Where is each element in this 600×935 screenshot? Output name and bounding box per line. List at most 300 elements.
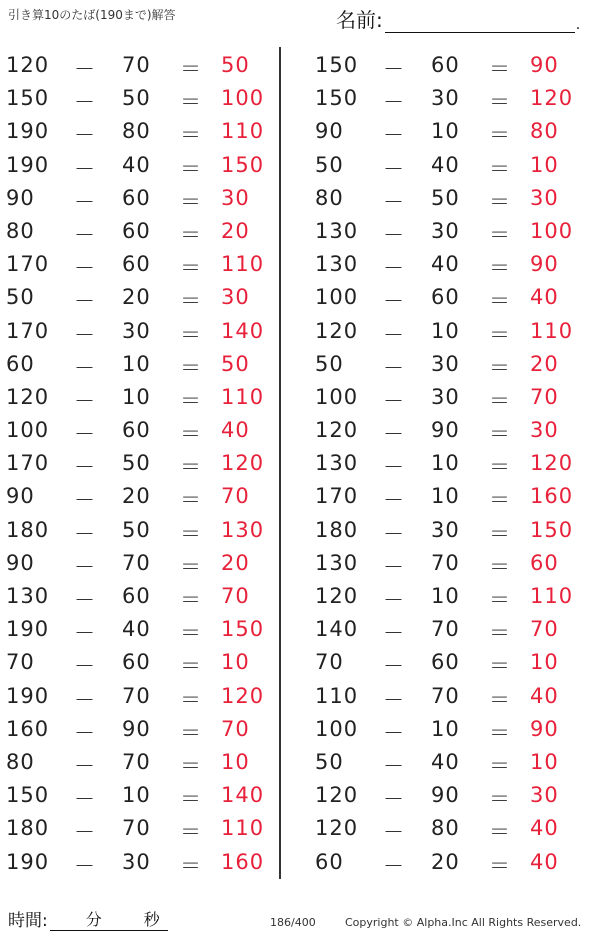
- minuend: 60: [315, 849, 344, 874]
- subtrahend: 70: [122, 749, 151, 774]
- minus-sign: －: [74, 289, 96, 314]
- problem-row: [0, 447, 280, 480]
- answer: 90: [530, 716, 559, 741]
- subtrahend: 10: [431, 584, 460, 608]
- minus-sign: －: [74, 422, 96, 447]
- seconds-unit: 秒: [143, 910, 160, 929]
- subtrahend: 30: [431, 351, 460, 376]
- subtrahend: 10: [431, 484, 460, 509]
- minuend: 100: [315, 285, 359, 310]
- minus-sign: －: [74, 388, 96, 413]
- problem-row: [309, 713, 589, 746]
- answer: 50: [221, 53, 250, 77]
- subtrahend: 60: [122, 185, 151, 210]
- name-blank-line: [385, 12, 575, 33]
- minus-sign: －: [383, 222, 405, 247]
- minus-sign: －: [74, 256, 96, 281]
- equals-sign: ＝: [489, 189, 511, 214]
- subtrahend: 70: [122, 683, 151, 708]
- minus-sign: －: [74, 123, 96, 148]
- equals-sign: ＝: [180, 621, 202, 646]
- subtrahend: 60: [431, 53, 460, 77]
- problem-row: [0, 779, 280, 812]
- minus-sign: －: [383, 289, 405, 314]
- problem-row: [309, 248, 589, 281]
- minus-sign: －: [383, 853, 405, 878]
- problem-row: [0, 514, 280, 547]
- page-number: 186/400: [270, 916, 316, 929]
- minus-sign: －: [74, 554, 96, 579]
- column-divider: [279, 47, 281, 879]
- minuend: 120: [6, 53, 50, 77]
- problem-row: [0, 281, 280, 314]
- problem-row: [0, 580, 280, 613]
- problem-row: [0, 182, 280, 215]
- minuend: 90: [6, 185, 35, 210]
- equals-sign: ＝: [489, 588, 511, 612]
- name-label: 名前:: [336, 8, 383, 32]
- problem-row: [309, 315, 589, 348]
- minuend: 50: [6, 285, 35, 310]
- problem-column-left: [0, 49, 280, 879]
- answer: 110: [221, 252, 265, 277]
- minuend: 150: [315, 53, 359, 77]
- answer: 160: [221, 849, 265, 874]
- problem-row: [309, 680, 589, 713]
- minuend: 90: [6, 550, 35, 575]
- name-end-mark: .: [575, 17, 581, 33]
- equals-sign: ＝: [489, 222, 511, 247]
- minuend: 180: [6, 517, 50, 542]
- minuend: 170: [6, 252, 50, 277]
- subtrahend: 10: [431, 451, 460, 476]
- minus-sign: －: [383, 720, 405, 745]
- equals-sign: ＝: [180, 720, 202, 745]
- name-field: [336, 4, 580, 33]
- equals-sign: ＝: [180, 322, 202, 347]
- equals-sign: ＝: [489, 123, 511, 148]
- subtrahend: 60: [122, 418, 151, 443]
- subtrahend: 80: [431, 816, 460, 841]
- subtrahend: 40: [122, 152, 151, 177]
- minus-sign: －: [383, 123, 405, 148]
- problem-row: [309, 514, 589, 547]
- problem-row: [309, 348, 589, 381]
- minuend: 170: [6, 318, 50, 343]
- minuend: 70: [6, 650, 35, 675]
- minuend: 130: [315, 550, 359, 575]
- equals-sign: ＝: [489, 388, 511, 413]
- minus-sign: －: [74, 57, 96, 81]
- minuend: 190: [6, 683, 50, 708]
- minus-sign: －: [383, 588, 405, 612]
- answer: 20: [221, 218, 250, 243]
- minus-sign: －: [383, 90, 405, 115]
- equals-sign: ＝: [489, 455, 511, 480]
- problem-row: [0, 115, 280, 148]
- subtrahend: 60: [122, 650, 151, 675]
- time-label: 時間:: [8, 911, 48, 931]
- problem-row: [309, 381, 589, 414]
- answer: 10: [221, 650, 250, 675]
- minuend: 170: [6, 451, 50, 476]
- equals-sign: ＝: [180, 422, 202, 447]
- subtrahend: 90: [122, 716, 151, 741]
- equals-sign: ＝: [489, 687, 511, 712]
- subtrahend: 40: [431, 749, 460, 774]
- subtrahend: 50: [122, 517, 151, 542]
- minus-sign: －: [383, 654, 405, 679]
- answer: 30: [221, 285, 250, 310]
- equals-sign: ＝: [180, 57, 202, 81]
- equals-sign: ＝: [180, 222, 202, 247]
- minuend: 130: [315, 218, 359, 243]
- answer: 30: [530, 783, 559, 808]
- subtrahend: 60: [122, 218, 151, 243]
- problem-row: [0, 49, 280, 82]
- problem-row: [309, 281, 589, 314]
- minutes-unit: 分: [85, 910, 102, 929]
- problem-row: [309, 580, 589, 613]
- equals-sign: ＝: [489, 355, 511, 380]
- minus-sign: －: [383, 156, 405, 181]
- equals-sign: ＝: [489, 90, 511, 115]
- equals-sign: ＝: [489, 289, 511, 314]
- answer: 70: [221, 584, 250, 608]
- problem-row: [309, 149, 589, 182]
- minuend: 100: [315, 716, 359, 741]
- equals-sign: ＝: [180, 388, 202, 413]
- minuend: 120: [315, 584, 359, 608]
- equals-sign: ＝: [489, 422, 511, 447]
- answer: 10: [530, 650, 559, 675]
- answer: 110: [221, 119, 265, 144]
- subtrahend: 50: [431, 185, 460, 210]
- subtrahend: 70: [431, 617, 460, 642]
- minuend: 160: [6, 716, 50, 741]
- subtrahend: 70: [122, 53, 151, 77]
- minuend: 150: [6, 86, 50, 111]
- minus-sign: －: [74, 588, 96, 612]
- answer: 40: [530, 285, 559, 310]
- minus-sign: －: [383, 388, 405, 413]
- equals-sign: ＝: [180, 787, 202, 812]
- minus-sign: －: [383, 554, 405, 579]
- answer: 100: [221, 86, 265, 111]
- minus-sign: －: [383, 621, 405, 646]
- minuend: 120: [315, 816, 359, 841]
- subtrahend: 60: [431, 285, 460, 310]
- worksheet-title: 引き算10のたば(190まで)解答: [8, 8, 176, 22]
- problem-row: [0, 680, 280, 713]
- problem-row: [0, 414, 280, 447]
- equals-sign: ＝: [489, 57, 511, 81]
- subtrahend: 90: [431, 418, 460, 443]
- minus-sign: －: [383, 521, 405, 546]
- problem-row: [309, 613, 589, 646]
- answer: 30: [530, 418, 559, 443]
- minuend: 70: [315, 650, 344, 675]
- minus-sign: －: [383, 753, 405, 778]
- answer: 110: [530, 584, 574, 608]
- problem-row: [309, 414, 589, 447]
- answer: 70: [221, 484, 250, 509]
- minus-sign: －: [74, 753, 96, 778]
- equals-sign: ＝: [180, 521, 202, 546]
- subtrahend: 40: [431, 252, 460, 277]
- problem-row: [309, 115, 589, 148]
- equals-sign: ＝: [489, 521, 511, 546]
- equals-sign: ＝: [180, 488, 202, 513]
- subtrahend: 10: [122, 351, 151, 376]
- subtrahend: 10: [122, 384, 151, 409]
- problem-column-right: [309, 49, 589, 879]
- minus-sign: －: [74, 787, 96, 812]
- minus-sign: －: [383, 322, 405, 347]
- minus-sign: －: [383, 189, 405, 214]
- minus-sign: －: [74, 488, 96, 513]
- answer: 140: [221, 783, 265, 808]
- problem-row: [0, 812, 280, 845]
- equals-sign: ＝: [180, 156, 202, 181]
- problem-row: [0, 547, 280, 580]
- minuend: 50: [315, 749, 344, 774]
- minus-sign: －: [383, 687, 405, 712]
- problem-row: [309, 480, 589, 513]
- minus-sign: －: [74, 654, 96, 679]
- minus-sign: －: [74, 455, 96, 480]
- minuend: 100: [315, 384, 359, 409]
- answer: 30: [530, 185, 559, 210]
- answer: 70: [221, 716, 250, 741]
- answer: 70: [530, 384, 559, 409]
- copyright-notice: Copyright © Alpha.Inc All Rights Reserved.: [345, 916, 582, 929]
- minus-sign: －: [383, 455, 405, 480]
- minuend: 50: [315, 152, 344, 177]
- problem-row: [309, 182, 589, 215]
- subtrahend: 30: [431, 86, 460, 111]
- answer: 80: [530, 119, 559, 144]
- subtrahend: 80: [122, 119, 151, 144]
- problem-row: [0, 82, 280, 115]
- answer: 120: [221, 683, 265, 708]
- answer: 150: [221, 152, 265, 177]
- minuend: 190: [6, 849, 50, 874]
- equals-sign: ＝: [489, 720, 511, 745]
- equals-sign: ＝: [180, 820, 202, 845]
- problem-row: [309, 49, 589, 82]
- minus-sign: －: [383, 256, 405, 281]
- minuend: 120: [6, 384, 50, 409]
- subtrahend: 70: [122, 550, 151, 575]
- answer: 120: [221, 451, 265, 476]
- subtrahend: 70: [431, 550, 460, 575]
- problem-row: [309, 447, 589, 480]
- equals-sign: ＝: [180, 123, 202, 148]
- time-field: [8, 906, 168, 931]
- equals-sign: ＝: [489, 753, 511, 778]
- minuend: 120: [315, 418, 359, 443]
- minuend: 180: [6, 816, 50, 841]
- answer: 30: [221, 185, 250, 210]
- answer: 120: [530, 451, 574, 476]
- answer: 140: [221, 318, 265, 343]
- minuend: 90: [315, 119, 344, 144]
- answer: 60: [530, 550, 559, 575]
- answer: 150: [221, 617, 265, 642]
- subtrahend: 10: [122, 783, 151, 808]
- answer: 70: [530, 617, 559, 642]
- minus-sign: －: [74, 156, 96, 181]
- equals-sign: ＝: [489, 322, 511, 347]
- problem-row: [309, 779, 589, 812]
- equals-sign: ＝: [489, 256, 511, 281]
- subtrahend: 20: [122, 484, 151, 509]
- minus-sign: －: [74, 687, 96, 712]
- equals-sign: ＝: [489, 621, 511, 646]
- minuend: 100: [6, 418, 50, 443]
- answer: 110: [221, 384, 265, 409]
- problem-row: [309, 846, 589, 879]
- equals-sign: ＝: [489, 787, 511, 812]
- subtrahend: 60: [431, 650, 460, 675]
- problem-row: [0, 846, 280, 879]
- minus-sign: －: [74, 322, 96, 347]
- minuend: 130: [315, 451, 359, 476]
- minuend: 190: [6, 119, 50, 144]
- answer: 10: [530, 749, 559, 774]
- minuend: 180: [315, 517, 359, 542]
- problem-row: [0, 348, 280, 381]
- answer: 120: [530, 86, 574, 111]
- subtrahend: 30: [431, 384, 460, 409]
- equals-sign: ＝: [180, 588, 202, 612]
- problem-row: [0, 315, 280, 348]
- problem-row: [309, 646, 589, 679]
- answer: 90: [530, 53, 559, 77]
- problem-row: [0, 613, 280, 646]
- problem-row: [309, 746, 589, 779]
- subtrahend: 70: [122, 816, 151, 841]
- minuend: 80: [315, 185, 344, 210]
- equals-sign: ＝: [489, 853, 511, 878]
- answer: 110: [221, 816, 265, 841]
- minuend: 150: [6, 783, 50, 808]
- equals-sign: ＝: [180, 90, 202, 115]
- minuend: 80: [6, 749, 35, 774]
- minus-sign: －: [74, 222, 96, 247]
- subtrahend: 90: [431, 783, 460, 808]
- subtrahend: 10: [431, 318, 460, 343]
- minuend: 190: [6, 152, 50, 177]
- equals-sign: ＝: [489, 156, 511, 181]
- minus-sign: －: [74, 853, 96, 878]
- minuend: 190: [6, 617, 50, 642]
- problem-row: [0, 381, 280, 414]
- equals-sign: ＝: [180, 753, 202, 778]
- time-blank-line: [50, 912, 168, 931]
- equals-sign: ＝: [180, 355, 202, 380]
- answer: 40: [530, 683, 559, 708]
- answer: 100: [530, 218, 574, 243]
- subtrahend: 40: [431, 152, 460, 177]
- equals-sign: ＝: [180, 554, 202, 579]
- equals-sign: ＝: [180, 256, 202, 281]
- minus-sign: －: [383, 57, 405, 81]
- equals-sign: ＝: [489, 654, 511, 679]
- answer: 10: [530, 152, 559, 177]
- subtrahend: 30: [122, 318, 151, 343]
- minuend: 120: [315, 318, 359, 343]
- equals-sign: ＝: [180, 853, 202, 878]
- subtrahend: 30: [431, 218, 460, 243]
- problem-row: [0, 149, 280, 182]
- answer: 150: [530, 517, 574, 542]
- subtrahend: 60: [122, 252, 151, 277]
- minuend: 130: [315, 252, 359, 277]
- minus-sign: －: [383, 488, 405, 513]
- problem-row: [309, 82, 589, 115]
- minus-sign: －: [74, 189, 96, 214]
- minuend: 90: [6, 484, 35, 509]
- answer: 40: [221, 418, 250, 443]
- minuend: 60: [6, 351, 35, 376]
- answer: 90: [530, 252, 559, 277]
- subtrahend: 60: [122, 584, 151, 608]
- minus-sign: －: [74, 720, 96, 745]
- equals-sign: ＝: [180, 687, 202, 712]
- minus-sign: －: [74, 355, 96, 380]
- minus-sign: －: [383, 787, 405, 812]
- subtrahend: 30: [431, 517, 460, 542]
- minus-sign: －: [74, 90, 96, 115]
- subtrahend: 10: [431, 119, 460, 144]
- answer: 40: [530, 816, 559, 841]
- problem-row: [0, 746, 280, 779]
- problem-row: [0, 215, 280, 248]
- equals-sign: ＝: [180, 455, 202, 480]
- subtrahend: 40: [122, 617, 151, 642]
- minus-sign: －: [74, 521, 96, 546]
- minuend: 110: [315, 683, 359, 708]
- subtrahend: 20: [122, 285, 151, 310]
- minuend: 80: [6, 218, 35, 243]
- equals-sign: ＝: [489, 820, 511, 845]
- answer: 50: [221, 351, 250, 376]
- equals-sign: ＝: [180, 189, 202, 214]
- subtrahend: 20: [431, 849, 460, 874]
- problem-row: [309, 215, 589, 248]
- equals-sign: ＝: [489, 488, 511, 513]
- minuend: 130: [6, 584, 50, 608]
- equals-sign: ＝: [180, 654, 202, 679]
- problem-row: [0, 248, 280, 281]
- subtrahend: 50: [122, 451, 151, 476]
- answer: 130: [221, 517, 265, 542]
- minus-sign: －: [383, 355, 405, 380]
- minuend: 50: [315, 351, 344, 376]
- answer: 40: [530, 849, 559, 874]
- problem-row: [0, 480, 280, 513]
- answer: 110: [530, 318, 574, 343]
- minuend: 140: [315, 617, 359, 642]
- problem-row: [0, 646, 280, 679]
- problem-row: [0, 713, 280, 746]
- minuend: 150: [315, 86, 359, 111]
- subtrahend: 10: [431, 716, 460, 741]
- answer: 10: [221, 749, 250, 774]
- subtrahend: 50: [122, 86, 151, 111]
